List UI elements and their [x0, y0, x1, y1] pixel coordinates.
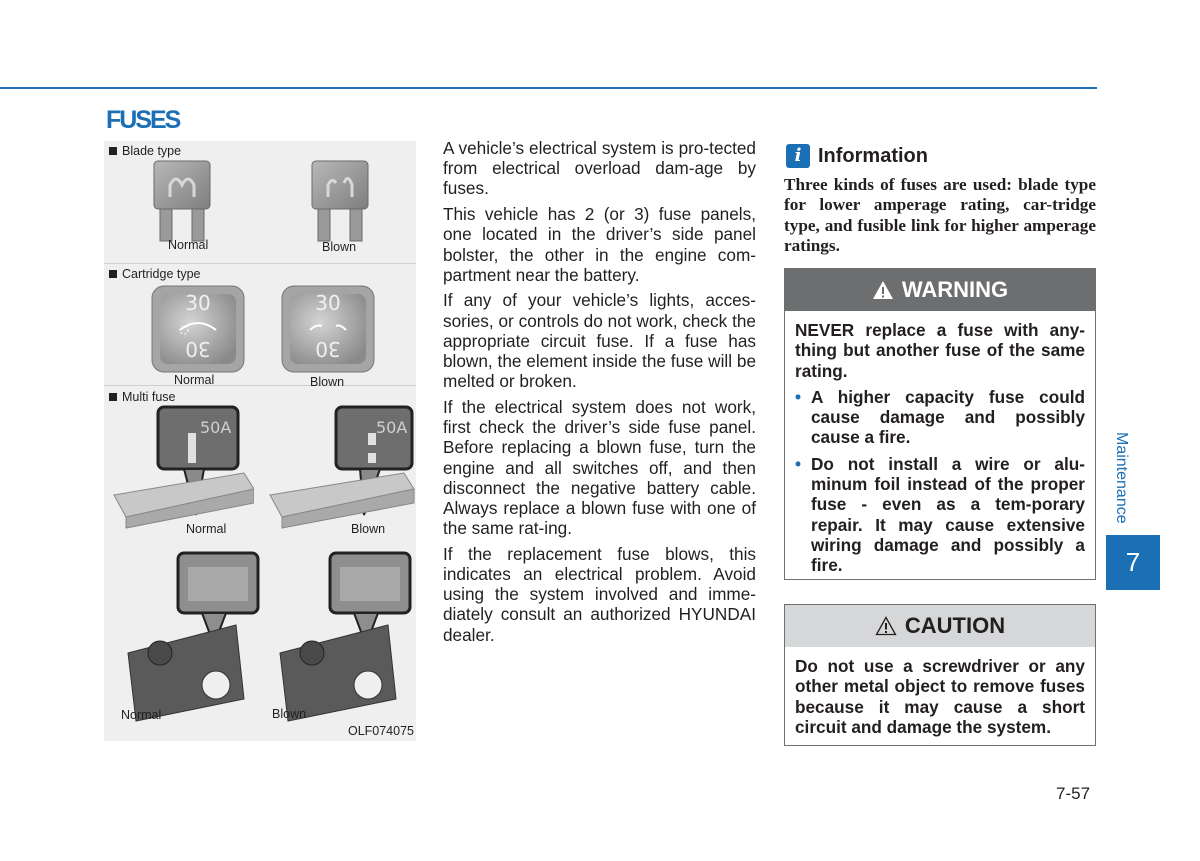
body-text: [443, 138, 756, 650]
multi-block-blown-caption: Blown: [272, 707, 307, 721]
svg-text:50A: 50A: [376, 418, 408, 437]
cartridge-fuse-normal-image: [150, 284, 246, 374]
cartridge-fuse-blown-image: [280, 284, 376, 374]
multi-fuse-block-blown-image: [276, 549, 416, 729]
blade-fuse-blown-image: [308, 159, 372, 245]
svg-text:30: 30: [185, 337, 211, 361]
warning-bullet: • Do not install a wire or alu-minum foil instead of the proper fuse - even as a tem-porary repair. It may cause extensive wiring damage and possibly a fire.: [795, 453, 1085, 576]
multi-fuse-block-normal-image: [124, 549, 264, 729]
multi-fuse-bar-blown-image: [264, 403, 416, 538]
blade-normal-caption: Normal: [168, 238, 209, 252]
blade-fuse-normal-image: [150, 159, 214, 245]
chapter-tab: 7: [1106, 535, 1160, 590]
paragraph: If the replacement fuse blows, this indicates an electrical problem. Avoid using the system involved and imme-diately consult an authorized HYUNDAI dealer.: [443, 543, 756, 645]
blade-type-heading: Blade type: [109, 144, 181, 158]
figure-divider: [104, 263, 416, 264]
caution-box: [784, 604, 1096, 746]
warning-title: WARNING: [901, 277, 1009, 302]
warning-triangle-icon: [872, 280, 894, 300]
information-title: Information: [818, 144, 928, 167]
warning-lead: NEVER replace a fuse with any-thing but another fuse of the same rating.: [795, 320, 1085, 381]
section-label: Maintenance: [1113, 432, 1130, 524]
cartridge-normal-caption: Normal: [174, 373, 215, 387]
multi-normal-caption: Normal: [186, 522, 227, 536]
multi-block-normal-caption: Normal: [121, 708, 162, 722]
paragraph: If any of your vehicle’s lights, acces-sories, or controls do not work, check the appropriate circuit fuse. If a fuse has blown, the element inside the fuse will be melted or broken.: [443, 290, 756, 392]
figure-divider: [104, 385, 416, 386]
svg-text:30: 30: [185, 291, 211, 315]
paragraph: If the electrical system does not work, first check the driver’s side fuse panel. Before replacing a blown fuse, turn the engine and all switches off, and then disconnect the negative battery cable. Always replace a blown fuse with one of the same rat-ing.: [443, 396, 756, 539]
multi-blown-caption: Blown: [351, 522, 386, 536]
svg-text:50A: 50A: [200, 418, 232, 437]
caution-title: CAUTION: [904, 613, 1006, 638]
svg-text:30: 30: [315, 337, 341, 361]
warning-body: [785, 311, 1095, 579]
information-text: Three kinds of fuses are used: blade type for lower amperage rating, car-tridge type, and fusible link for higher amperage ratings.: [784, 175, 1096, 256]
warning-bullet: • A higher capacity fuse could cause damage and possibly cause a fire.: [795, 386, 1085, 448]
figure-code: OLF074075: [347, 724, 414, 738]
blade-blown-caption: Blown: [322, 240, 357, 254]
information-heading: [786, 144, 928, 168]
warning-box: [784, 268, 1096, 580]
info-icon: i: [786, 144, 810, 168]
paragraph: This vehicle has 2 (or 3) fuse panels, one located in the driver’s side panel bolster, the other in the engine com-partment near the battery.: [443, 204, 756, 285]
caution-body: [785, 647, 1095, 745]
caution-triangle-icon: [875, 616, 897, 636]
multi-fuse-bar-normal-image: [104, 403, 254, 538]
svg-text:30: 30: [315, 291, 341, 315]
multi-fuse-heading: Multi fuse: [109, 390, 176, 404]
cartridge-blown-caption: Blown: [310, 375, 345, 389]
paragraph: A vehicle’s electrical system is pro-tected from electrical overload dam-age by fuses.: [443, 138, 756, 199]
fuse-types-figure: [104, 141, 416, 741]
header-rule: [0, 87, 1097, 89]
caution-text: Do not use a screwdriver or any other metal object to remove fuses because it may cause a short circuit and damage the system.: [795, 656, 1085, 737]
cartridge-type-heading: Cartridge type: [109, 267, 201, 281]
caution-header: [785, 605, 1095, 647]
page-number: 7-57: [1056, 784, 1091, 803]
warning-header: [785, 269, 1095, 311]
page-title: FUSES: [106, 106, 180, 134]
